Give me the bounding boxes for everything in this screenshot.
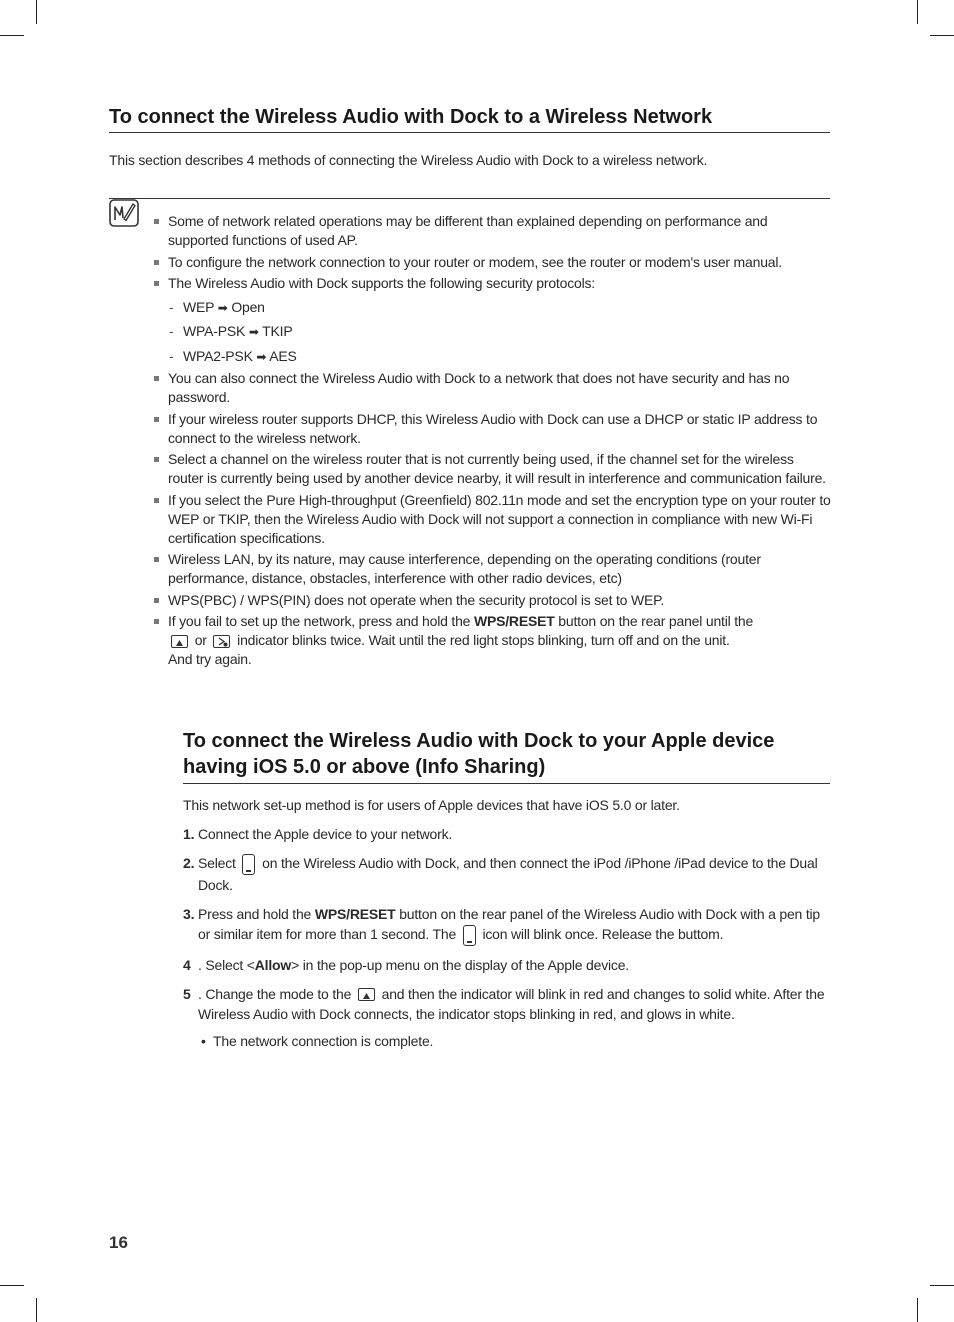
airplay-icon bbox=[171, 635, 188, 648]
airplay-icon bbox=[358, 988, 375, 1001]
steps-list bbox=[183, 824, 831, 1051]
crop-mark bbox=[917, 1298, 918, 1322]
list-item: WPS(PBC) / WPS(PIN) does not operate when the security protocol is set to WEP. bbox=[153, 591, 831, 610]
step-item: 3. Press and hold the WPS/RESET button on the rear panel of the Wireless Audio with Dock with a pen tip or similar item for more than 1 second. The icon will blink once. Release the buttom. bbox=[183, 904, 831, 946]
crop-mark bbox=[930, 35, 954, 36]
step-item: 5 . Change the mode to the and then the indicator will blink in red and changes to solid white. After the Wireless Audio with Dock connects, the indicator stops blinking in red, and glows in white. • The network connection is complete. bbox=[183, 984, 831, 1051]
notes-list bbox=[153, 212, 831, 672]
note-pencil-icon bbox=[109, 199, 139, 227]
list-item: You can also connect the Wireless Audio with Dock to a network that does not have security and has no password. bbox=[153, 369, 831, 407]
crop-mark bbox=[930, 1285, 954, 1286]
result-bullet: • The network connection is complete. bbox=[198, 1031, 831, 1051]
list-item-text: The Wireless Audio with Dock supports the following security protocols: bbox=[168, 275, 595, 291]
list-item: Some of network related operations may be different than explained depending on performance and supported functions of used AP. bbox=[153, 212, 831, 250]
arrow-right-icon: ➡ bbox=[217, 300, 228, 315]
subsection-intro: This network set-up method is for users of Apple devices that have iOS 5.0 or later. bbox=[183, 797, 680, 813]
crop-mark bbox=[36, 1298, 37, 1322]
step-item: 4 . Select <Allow> in the pop-up menu on the display of the Apple device. bbox=[183, 956, 629, 973]
apple-device-icon bbox=[463, 925, 476, 946]
list-item: To configure the network connection to your router or modem, see the router or modem's user manual. bbox=[153, 253, 831, 272]
crop-mark bbox=[0, 35, 24, 36]
list-item: Wireless LAN, by its nature, may cause interference, depending on the operating conditions (router performance, distance, obstacles, interference with other radio devices, etc) bbox=[153, 550, 831, 588]
subsection-heading: To connect the Wireless Audio with Dock to your Apple device having iOS 5.0 or above (Info Sharing) bbox=[183, 728, 830, 784]
list-item: Select a channel on the wireless router that is not currently being used, if the channel set for the wireless router is currently being used by another device nearby, it will result in interference and communication failure. bbox=[153, 450, 831, 488]
list-item: If your wireless router supports DHCP, this Wireless Audio with Dock can use a DHCP or static IP address to connect to the wireless network. bbox=[153, 410, 831, 448]
crop-mark bbox=[0, 1285, 24, 1286]
step-item: 2. Select on the Wireless Audio with Dock, and then connect the iPod /iPhone /iPad device to the Dual Dock. bbox=[183, 855, 818, 893]
protocol-item: - WEP ➡ Open bbox=[168, 298, 831, 318]
list-item: If you select the Pure High-throughput (Greenfield) 802.11n mode and set the encryption type on your router to WEP or TKIP, then the Wireless Audio with Dock will not support a connection in compliance with new Wi-Fi certification specifications. bbox=[153, 491, 831, 548]
apple-device-icon bbox=[242, 854, 255, 875]
crop-mark bbox=[917, 0, 918, 24]
info-sharing-section bbox=[183, 795, 831, 1051]
page-number: 16 bbox=[109, 1233, 128, 1252]
section-heading: To connect the Wireless Audio with Dock to a Wireless Network bbox=[109, 106, 830, 133]
crop-mark bbox=[36, 0, 37, 24]
protocol-item: - WPA2-PSK ➡ AES bbox=[168, 347, 831, 367]
arrow-right-icon: ➡ bbox=[256, 349, 267, 364]
wifi-direct-icon bbox=[213, 635, 230, 648]
note-divider bbox=[109, 198, 830, 199]
list-item: If you fail to set up the network, press and hold the WPS/RESET button on the rear panel until the or indicator blinks twice. Wait until the red light stops blinking, turn off and on the unit. And try again. bbox=[153, 612, 831, 669]
section-intro: This section describes 4 methods of connecting the Wireless Audio with Dock to a wireless network. bbox=[109, 152, 708, 168]
step-item: 1. Connect the Apple device to your network. bbox=[183, 826, 453, 842]
list-item bbox=[153, 274, 831, 367]
protocol-item: - WPA-PSK ➡ TKIP bbox=[168, 322, 831, 342]
arrow-right-icon: ➡ bbox=[248, 325, 259, 339]
protocols-list bbox=[168, 298, 831, 367]
